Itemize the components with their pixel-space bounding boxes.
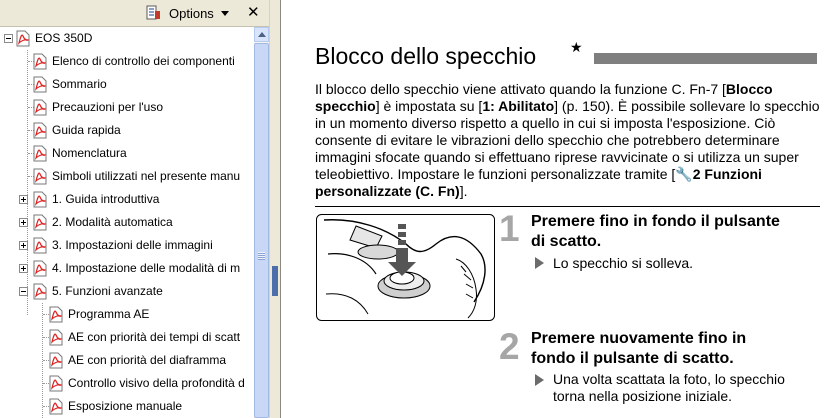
tree-item-label: Nomenclatura <box>52 146 127 160</box>
tree-item-label: 4. Impostazione delle modalità di m <box>52 261 241 275</box>
tree-child-item[interactable] <box>0 395 254 418</box>
intro-bold: 🔧⁡2 Funzioni personalizzate (C. Fn) <box>315 166 762 199</box>
pdf-bookmark-icon <box>33 99 47 116</box>
tree-child-item[interactable] <box>0 326 254 349</box>
tree-item-label: Simboli utilizzati nel presente manu <box>52 169 241 183</box>
intro-text: ] è impostata su [ <box>375 98 483 114</box>
bookmarks-scrollbar[interactable] <box>254 27 269 418</box>
tree-child-item[interactable] <box>0 303 254 326</box>
tree-item[interactable] <box>0 142 254 165</box>
tree-item-label: 5. Funzioni avanzate <box>52 284 163 298</box>
step-number: 1 <box>499 208 520 249</box>
pdf-bookmark-icon <box>33 53 47 70</box>
pdf-bookmark-icon <box>33 76 47 93</box>
step-title: fondo il pulsante di scatto. <box>531 350 734 367</box>
tree-item[interactable] <box>0 165 254 188</box>
tree-item-label: 2. Modalità automatica <box>52 215 173 229</box>
collapse-toggle[interactable] <box>19 287 28 296</box>
step-text: Lo specchio si solleva. <box>553 255 694 271</box>
bookmarks-header <box>0 0 269 27</box>
pane-splitter[interactable] <box>269 0 281 418</box>
intro-bold: 1: Abilitato <box>482 98 555 114</box>
tree-item[interactable] <box>0 73 254 96</box>
tree-item-label: Guida rapida <box>52 123 121 137</box>
pdf-bookmark-icon <box>33 168 47 185</box>
collapse-toggle[interactable] <box>4 34 13 43</box>
tree-item-label: EOS 350D <box>35 31 93 45</box>
tree-item-label: Precauzioni per l'uso <box>52 100 164 114</box>
tree-item-label: Esposizione manuale <box>68 399 183 413</box>
scrollbar-thumb[interactable] <box>254 43 269 418</box>
pdf-bookmark-icon <box>33 122 47 139</box>
pdf-bookmark-icon <box>33 145 47 162</box>
tree-item-label: Controllo visivo della profondità d <box>68 376 245 390</box>
tree-item[interactable] <box>0 119 254 142</box>
step-title: di scatto. <box>531 233 602 250</box>
tree-item[interactable] <box>0 280 254 303</box>
bullet-arrow-icon <box>535 374 544 386</box>
expand-toggle[interactable] <box>19 241 28 250</box>
pdf-bookmark-icon <box>49 398 63 415</box>
tree-item-root[interactable] <box>0 27 254 50</box>
tree-item-label: 3. Impostazioni delle immagini <box>52 238 213 252</box>
pdf-bookmark-icon <box>16 30 30 47</box>
tree-item-label: AE con priorità del diaframma <box>68 353 227 367</box>
step-title: Premere nuovamente fino in <box>531 330 747 347</box>
grip-icon <box>258 252 265 260</box>
options-menu-label[interactable]: Options <box>169 6 214 21</box>
tree-item-label: AE con priorità dei tempi di scatt <box>68 330 241 344</box>
bookmarks-pane <box>0 0 269 418</box>
tree-child-item[interactable] <box>0 372 254 395</box>
tree-item[interactable] <box>0 211 254 234</box>
section-divider <box>315 206 820 207</box>
intro-text: ] (p. 150). È possibile sollevare lo specchio in un momento diverso rispetto a quello in cui si imposta l'esposizione. Ciò consente di evitare le vibrazioni dello specchio che potrebbero determinare immagini sfocate quando si effettuano riprese ravvicinate o si utilizza un super teleobiettivo. Impostare le funzioni personalizzate tramite [ <box>315 98 820 182</box>
tree-item-label: Elenco di controllo dei componenti <box>52 54 235 68</box>
pdf-bookmark-icon <box>49 352 63 369</box>
chevron-down-icon[interactable] <box>221 11 229 16</box>
expand-toggle[interactable] <box>19 195 28 204</box>
pdf-bookmark-icon <box>49 329 63 346</box>
expand-toggle[interactable] <box>19 264 28 273</box>
intro-text: ]. <box>459 183 468 199</box>
step-text: Una volta scattata la foto, lo specchio <box>553 371 785 387</box>
bullet-arrow-icon <box>535 257 544 269</box>
pdf-bookmark-icon <box>49 306 63 323</box>
scroll-up-button[interactable] <box>254 27 269 42</box>
pdf-bookmark-icon <box>33 283 47 300</box>
pdf-bookmark-icon <box>33 237 47 254</box>
pdf-bookmark-icon <box>49 375 63 392</box>
step-title: Premere fino in fondo il pulsante <box>531 213 780 230</box>
tree-item[interactable] <box>0 234 254 257</box>
title-rule <box>594 53 817 64</box>
expand-toggle[interactable] <box>19 218 28 227</box>
pdf-bookmark-icon <box>33 260 47 277</box>
splitter-grip-icon[interactable] <box>272 266 278 296</box>
page-options-icon[interactable] <box>145 5 161 21</box>
tree-item[interactable] <box>0 50 254 73</box>
document-page <box>281 0 829 418</box>
tree-item[interactable] <box>0 257 254 280</box>
intro-bold: Blocco specchio <box>315 81 773 114</box>
page-title: Blocco dello specchio <box>315 43 537 69</box>
intro-text: Il blocco dello specchio viene attivato quando la funzione C. Fn-7 [ <box>315 81 726 97</box>
bookmark-tree <box>0 27 254 418</box>
advanced-star-icon: ★ <box>570 39 583 55</box>
step-number: 2 <box>499 326 520 367</box>
intro-paragraph <box>315 81 821 200</box>
pdf-bookmark-icon <box>33 214 47 231</box>
pdf-bookmark-icon <box>33 191 47 208</box>
step-text: torna nella posizione iniziale. <box>553 388 732 404</box>
shutter-button-illustration <box>316 214 495 321</box>
tree-item-label: Sommario <box>52 77 107 91</box>
close-icon[interactable]: ✕ <box>247 4 260 21</box>
tree-child-item[interactable] <box>0 349 254 372</box>
tree-item-label: Programma AE <box>68 307 150 321</box>
tree-item-label: 1. Guida introduttiva <box>52 192 160 206</box>
tree-item[interactable] <box>0 96 254 119</box>
tree-item[interactable] <box>0 188 254 211</box>
